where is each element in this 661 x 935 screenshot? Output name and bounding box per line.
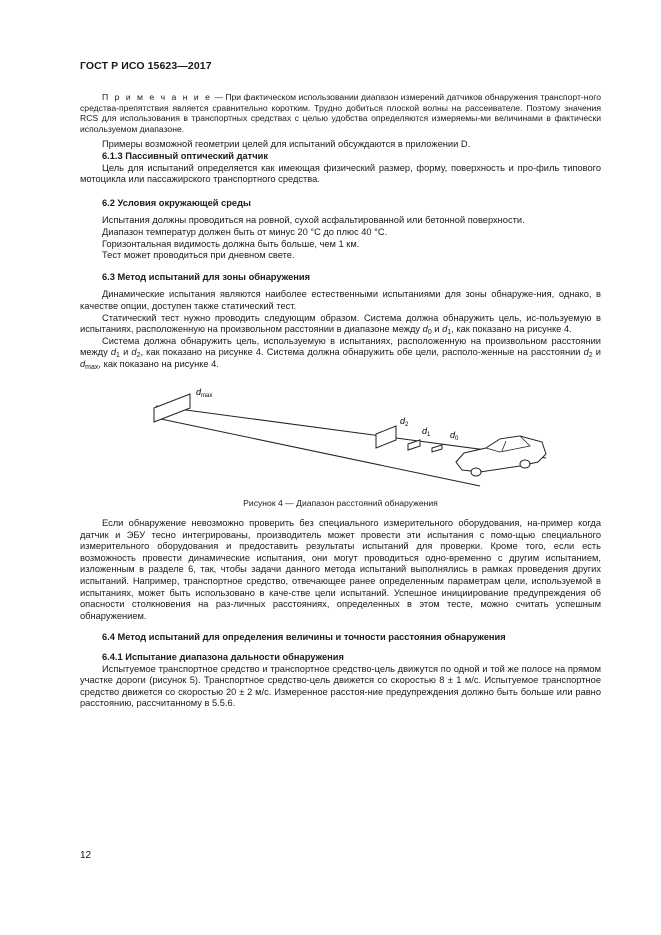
label-d1: $d_1$ — [422, 426, 431, 439]
target-d0 — [432, 445, 442, 452]
env-line-2: Диапазон температур должен быть от минус 20 °C до плюс 40 °C. — [102, 226, 388, 237]
paragraph-after-figure: Если обнаружение невозможно проверить без специального измерительного оборудования, на-пример когда датчик и ЭБУ тесно интегрированы, производитель может провести эти испытания с помо-щью специального измерительного оборудования и предоставить результаты испытаний для проверки. Кроме того, если есть возможность провести динамические испытания, они могут проводиться одно-временно с другим испытанием, изложенным в разделе 6, так, чтобы задачи данного метода испытаний выполнялись в рамках проведения других испытаний. Например, транспортное средство, отвечающее ранее определенным параметрам цели, используемой в испытаниях, может быть использовано в каче-стве цели испытаний. Успешное инициирование предупреждения об опасности столкновения на раз-личных расстояниях, определенных в этом тесте, можно считать успешным обнаружением. — [80, 518, 601, 621]
document-header: ГОСТ Р ИСО 15623—2017 — [80, 60, 212, 72]
paragraph-6-3-2: Статический тест нужно проводить следующим образом. Система должна обнаружить цель, ис-пользуемую в испытаниях, расположенную на произвольном расстоянии в диапазоне между $d_0$ и $d_1$, как показано на рисунке 4. — [80, 312, 601, 337]
figure-4 — [80, 376, 601, 488]
examples-paragraph: Примеры возможной геометрии целей для испытаний обсуждаются в приложении D. — [102, 139, 471, 150]
page-content — [80, 92, 601, 710]
note-paragraph — [80, 92, 601, 134]
note-text: — При фактическом использовании диапазон измерений датчиков обнаружения транспорт-ного средства-препятствия является сравнительно коротким. Трудно добиться плоской волны на рассеивателе. Поэтому значения RCS для использования в транспортных средствах с целью удобства определяются измеряемы-ми величинами в фактически используемом диапазоне. — [80, 92, 601, 134]
env-line-4: Тест может проводиться при дневном свете. — [102, 250, 295, 261]
road-lower-line — [156, 418, 480, 486]
paragraph-6-3-1: Динамические испытания являются наиболее естественными испытаниями для зоны обнаруже-ния, однако, в качестве опции, доступен также статический тест. — [80, 289, 601, 311]
heading-6-4-1: 6.4.1 Испытание диапазона дальности обнаружения — [102, 652, 344, 662]
heading-6-4: 6.4 Метод испытаний для определения величины и точности расстояния обнаружения — [102, 632, 506, 643]
figure-caption: Рисунок 4 — Диапазон расстояний обнаружения — [243, 498, 438, 509]
detection-range-diagram — [150, 376, 550, 488]
target-d1 — [408, 440, 420, 450]
heading-6-2: 6.2 Условия окружающей среды — [102, 197, 251, 208]
paragraph-6-3-3: Система должна обнаружить цель, используемую в испытаниях, расположенную на произвольном расстоянии между $d_1$ и $d_2$, как показано на рисунке 4. Система должна обнаружить обе цели, располо-женные на расстоянии $d_2$ и $d_{max}$, как показано на рисунке 4. — [80, 335, 602, 371]
heading-6-1-3: 6.1.3 Пассивный оптический датчик — [102, 150, 268, 161]
label-d0: $d_0$ — [450, 430, 459, 443]
note-label: П р и м е ч а н и е — [102, 92, 212, 102]
target-d2 — [376, 426, 396, 448]
env-line-3: Горизонтальная видимость должна быть больше, чем 1 км. — [102, 238, 360, 249]
heading-6-3: 6.3 Метод испытаний для зоны обнаружения — [102, 271, 311, 282]
paragraph-6-1-3: Цель для испытаний определяется как имеющая физический размер, форму, поверхность и про-филь типового мотоцикла или пассажирского транспортного средства. — [80, 162, 601, 185]
env-line-1: Испытания должны проводиться на ровной, сухой асфальтированной или бетонной поверхности. — [102, 215, 525, 226]
page-number: 12 — [80, 850, 92, 861]
test-vehicle — [456, 436, 546, 476]
paragraph-6-4-1: Испытуемое транспортное средство и транспортное средство-цель движутся по одной и той же полосе на прямом участке дороги (рисунок 5). Транспортное средство-цель движется со скоростью 8 ± 1 м/с. Испытуемое транспортное средство движется со скоростью 20 ± 2 м/с. Измеренное расстоя-ние предупреждения должно быть больше или равно расстоянию, рассчитанному в 5.5.6. — [80, 663, 601, 709]
target-dmax — [154, 394, 190, 422]
label-dmax: $d_{max}$ — [196, 387, 213, 400]
label-d2: $d_2$ — [400, 416, 409, 429]
